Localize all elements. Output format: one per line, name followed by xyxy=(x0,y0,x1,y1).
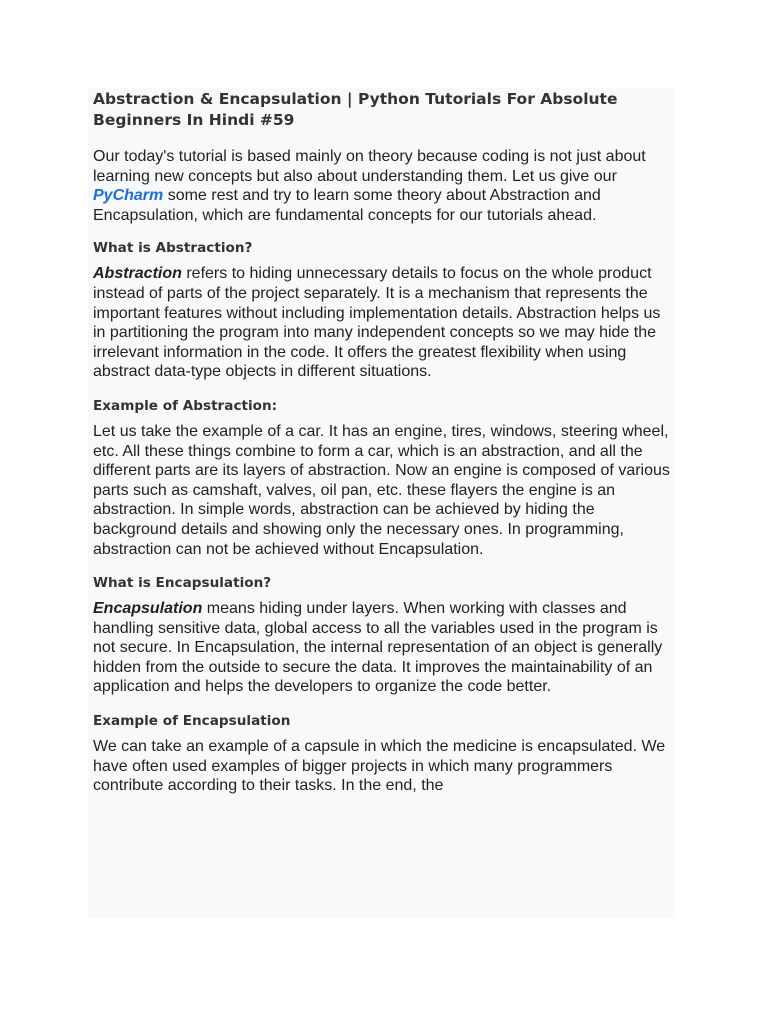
document-content[interactable] xyxy=(88,88,675,918)
intro-text-after: some rest and try to learn some theory about Abstraction and Encapsulation, which are fundamental concepts for our tutorials ahead. xyxy=(93,187,601,224)
section-heading-example-of-abstraction: Example of Abstraction: xyxy=(93,397,278,414)
encapsulation-definition-paragraph xyxy=(93,599,675,697)
pycharm-brand-text: PyCharm xyxy=(93,187,164,205)
section-heading-what-is-abstraction: What is Abstraction? xyxy=(93,240,253,257)
abstraction-example-paragraph: Let us take the example of a car. It has an engine, tires, windows, steering wheel, etc. All these things combine to form a car, which is an abstraction, and all the different parts are its layers of abstraction. Now an engine is composed of various parts such as camshaft, valves, oil pan, etc. these flayers the engine is an abstraction. In simple words, abstraction can be achieved by hiding the background details and showing only the necessary ones. In programming, abstraction can not be achieved without Encapsulation. xyxy=(93,422,670,558)
page-title: Abstraction & Encapsulation | Python Tutorials For Absolute Beginners In Hindi #59 xyxy=(93,90,618,129)
encapsulation-example-paragraph: We can take an example of a capsule in which the medicine is encapsulated. We have often used examples of bigger projects in which many programmers contribute according to their tasks. In the end, the xyxy=(93,738,666,795)
intro-paragraph xyxy=(93,147,675,225)
abstraction-definition-text: refers to hiding unnecessary details to focus on the whole product instead of parts of the project separately. It is a mechanism that represents the important features without including implementation details. Abstraction helps us in partitioning the program into many independent concepts so we may hide the irrelevant information in the code. It offers the greatest flexibility when using abstract data-type objects in different situations. xyxy=(93,265,661,381)
section-heading-what-is-encapsulation: What is Encapsulation? xyxy=(93,575,272,592)
intro-text-before: Our today's tutorial is based mainly on theory because coding is not just about learning new concepts but also about understanding them. Let us give our xyxy=(93,148,646,185)
encapsulation-term: Encapsulation xyxy=(93,600,203,618)
abstraction-term: Abstraction xyxy=(93,265,182,283)
abstraction-definition-paragraph xyxy=(93,264,675,382)
encapsulation-definition-text: means hiding under layers. When working with classes and handling sensitive data, global access to all the variables used in the program is not secure. In Encapsulation, the internal representation of an object is generally hidden from the outside to secure the data. It improves the maintainability of an application and helps the developers to organize the code better. xyxy=(93,600,663,696)
section-heading-example-of-encapsulation: Example of Encapsulation xyxy=(93,713,291,730)
